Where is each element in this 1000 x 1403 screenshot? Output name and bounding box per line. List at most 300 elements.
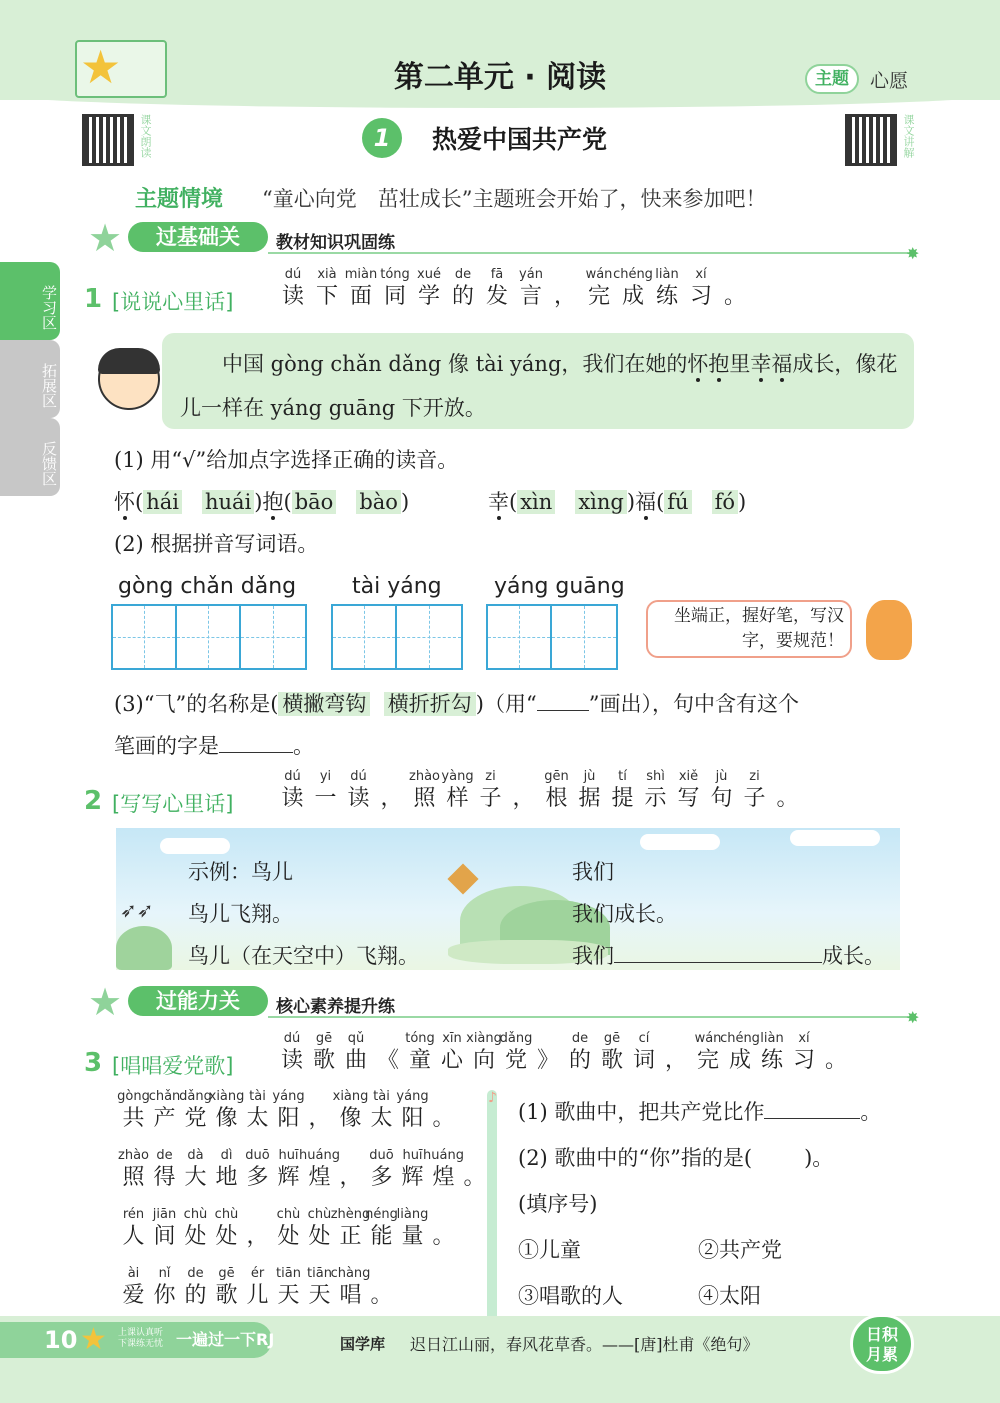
ruby-char xyxy=(788,1030,820,1075)
pinyin: zhèng xyxy=(330,1207,371,1222)
pinyin-choice[interactable]: hái xyxy=(143,490,182,514)
section-ability-header xyxy=(88,980,928,1027)
hanzi: 读 xyxy=(281,786,304,811)
ruby-char xyxy=(468,1030,500,1075)
hanzi: 处 xyxy=(215,1224,238,1249)
pinyin: de xyxy=(187,1266,204,1281)
pinyin: chù xyxy=(307,1207,332,1222)
writing-grid[interactable] xyxy=(111,604,307,670)
pinyin: tí xyxy=(618,769,627,784)
pinyin: xià xyxy=(317,267,337,282)
text-part: )（用“ xyxy=(475,692,537,716)
pinyin: yi xyxy=(319,769,332,784)
song-line xyxy=(118,1088,459,1133)
ruby-char xyxy=(118,1088,149,1133)
hanzi: 根 xyxy=(545,786,568,811)
pinyin: yáng xyxy=(272,1089,305,1104)
ruby-char xyxy=(412,266,446,311)
hanzi: 儿 xyxy=(246,1283,269,1308)
q3-instruction xyxy=(276,1030,852,1075)
side-tab-feedback[interactable]: 反馈区 xyxy=(0,418,60,496)
pinyin: huáng xyxy=(299,1148,340,1163)
pinyin: chù xyxy=(276,1207,301,1222)
option-char: 怀 xyxy=(114,490,135,514)
choice-item[interactable]: ①儿童 xyxy=(518,1238,581,1262)
ruby-char xyxy=(273,1088,304,1133)
pinyin: ér xyxy=(250,1266,265,1281)
section-subtitle: 教材知识巩固练 xyxy=(276,233,395,253)
ruby-char xyxy=(180,1206,211,1251)
ruby-char xyxy=(342,768,375,813)
song-line xyxy=(118,1147,490,1192)
hanzi: 量 xyxy=(401,1224,424,1249)
blank-line[interactable] xyxy=(219,752,293,753)
hanzi: 成 xyxy=(621,284,644,309)
hanzi: 歌 xyxy=(600,1048,623,1073)
hanzi: ， xyxy=(553,284,576,309)
pinyin: nǐ xyxy=(158,1266,171,1281)
ruby-char xyxy=(149,1206,180,1251)
pinyin: liàng xyxy=(396,1207,429,1222)
squirrel-mascot xyxy=(866,600,912,660)
side-tab-expand[interactable]: 拓展区 xyxy=(0,340,60,418)
dotted-char: 福 xyxy=(771,352,793,376)
pinyin: huī xyxy=(402,1148,423,1163)
pinyin: dú xyxy=(350,769,367,784)
question-tag: [写写心里话] xyxy=(112,792,234,816)
hanzi: 读 xyxy=(347,786,370,811)
ruby-char xyxy=(639,768,672,813)
hanzi: 曲 xyxy=(344,1048,367,1073)
pinyin: gēn xyxy=(544,769,569,784)
hanzi: 处 xyxy=(277,1224,300,1249)
pinyin: gē xyxy=(315,1031,333,1046)
flute-decoration xyxy=(487,1090,497,1324)
q1-sub3 xyxy=(114,688,799,718)
star-mascot-icon: ★ xyxy=(80,1322,107,1357)
pinyin: jiān xyxy=(152,1207,177,1222)
lesson-number: 1 xyxy=(362,118,402,158)
ruby-char xyxy=(718,266,752,311)
boy-hair xyxy=(98,348,160,374)
brand-slogan xyxy=(118,1328,163,1350)
scenario-label: 主题情境 xyxy=(135,187,224,212)
hanzi: ， xyxy=(246,1224,269,1249)
pinyin: dú xyxy=(284,267,302,282)
hanzi: 读 xyxy=(281,284,304,309)
hanzi: 言 xyxy=(519,284,542,309)
daily-badge xyxy=(850,1314,914,1374)
pinyin: xīn xyxy=(442,1031,462,1046)
pinyin: de xyxy=(454,267,472,282)
ruby-char xyxy=(756,1030,788,1075)
pinyin: tài xyxy=(249,1089,266,1104)
hanzi: 。 xyxy=(824,1048,847,1073)
option-char: 抱 xyxy=(262,490,284,514)
scenario-text: “童心向党 茁壮成长”主题班会开始了，快来参加吧！ xyxy=(262,187,767,211)
ruby-char xyxy=(446,266,480,311)
pinyin: de xyxy=(571,1031,589,1046)
section-subtitle: 核心素养提升练 xyxy=(276,997,395,1017)
hanzi: 习 xyxy=(689,284,712,309)
hanzi: 天 xyxy=(308,1283,331,1308)
pinyin: liàn xyxy=(655,267,679,282)
hanzi: 煌 xyxy=(308,1165,331,1190)
divider xyxy=(268,1016,908,1018)
brand-name: 一遍过一下RJ xyxy=(176,1330,275,1349)
ruby-char xyxy=(628,1030,660,1075)
ruby-char xyxy=(532,1030,564,1075)
pinyin: jù xyxy=(583,769,596,784)
hanzi: ， xyxy=(380,786,403,811)
ruby-char xyxy=(771,768,804,813)
hanzi: 学 xyxy=(417,284,440,309)
ruby-char xyxy=(310,266,344,311)
choice-item[interactable]: ②共产党 xyxy=(698,1238,782,1262)
hanzi: 完 xyxy=(696,1048,719,1073)
ruby-char xyxy=(309,768,342,813)
hanzi: 能 xyxy=(370,1224,393,1249)
ruby-char xyxy=(276,768,309,813)
page-number: 10 xyxy=(44,1326,78,1354)
hanzi: 《 xyxy=(376,1048,399,1073)
hanzi: 完 xyxy=(587,284,610,309)
ruby-char xyxy=(573,768,606,813)
theme-value: 心愿 xyxy=(870,70,909,92)
hanzi: 读 xyxy=(280,1048,303,1073)
pinyin: xiàng xyxy=(208,1089,245,1104)
section-title: 过基础关 xyxy=(128,222,268,252)
section-title: 过能力关 xyxy=(128,986,268,1016)
hanzi: 辉 xyxy=(277,1165,300,1190)
ruby-char xyxy=(211,1147,242,1192)
dotted-char: 抱 xyxy=(708,352,730,376)
qr-code-left[interactable] xyxy=(82,114,134,166)
pinyin: tài xyxy=(373,1089,390,1104)
we-line1: 我们 xyxy=(572,860,614,884)
ruby-char xyxy=(650,266,684,311)
we-line3 xyxy=(572,940,885,970)
pinyin: xiàng xyxy=(332,1089,369,1104)
hanzi: 一 xyxy=(314,786,337,811)
blank-line[interactable] xyxy=(537,710,589,711)
star-badge-icon: ★ xyxy=(88,980,123,1024)
ruby-char xyxy=(720,1030,760,1075)
song-line xyxy=(118,1206,459,1251)
grid-pinyin: tài yáng xyxy=(352,574,442,599)
ruby-char xyxy=(596,1030,628,1075)
pinyin-choice[interactable]: xìn xyxy=(517,490,555,514)
hanzi: 唱 xyxy=(339,1283,362,1308)
dotted-char: 幸 xyxy=(750,352,772,376)
qr-right-label: 课文讲解 xyxy=(902,114,915,158)
hanzi: 童 xyxy=(408,1048,431,1073)
text-part: 笔画的字是 xyxy=(114,734,219,758)
hanzi: 提 xyxy=(611,786,634,811)
hanzi: 多 xyxy=(370,1165,393,1190)
song-line xyxy=(118,1265,397,1310)
ruby-char xyxy=(332,1088,369,1133)
ruby-char xyxy=(441,768,474,813)
hanzi: 正 xyxy=(339,1224,362,1249)
ruby-char xyxy=(397,1206,428,1251)
ruby-char xyxy=(436,1030,468,1075)
option-group-huai: 怀( hái huái )抱( bāo bào ) xyxy=(114,490,410,514)
hanzi: 党 xyxy=(504,1048,527,1073)
option-group-xing: 幸( xìn xìng )福( fú fó ) xyxy=(488,490,747,514)
q3-sub2-note: (填序号) xyxy=(518,1192,598,1216)
pinyin: duō xyxy=(369,1148,394,1163)
unit-title: 第二单元 · 阅读 xyxy=(393,60,607,95)
hanzi: ， xyxy=(308,1106,331,1131)
ruby-char xyxy=(564,1030,596,1075)
pinyin: fā xyxy=(490,267,504,282)
choice-item[interactable]: ③唱歌的人 xyxy=(518,1284,623,1308)
pinyin: liàn xyxy=(760,1031,784,1046)
q3-sub1 xyxy=(518,1096,881,1126)
ruby-char xyxy=(408,768,441,813)
hanzi: 太 xyxy=(246,1106,269,1131)
hanzi: 地 xyxy=(215,1165,238,1190)
ruby-char xyxy=(423,1147,464,1192)
pinyin: rén xyxy=(122,1207,145,1222)
hanzi: 》 xyxy=(536,1048,559,1073)
option-char: 幸 xyxy=(488,490,509,514)
ruby-char xyxy=(273,1206,304,1251)
qr-left-label: 课文朗读 xyxy=(139,114,152,158)
lesson-title: 热爱中国共产党 xyxy=(432,125,608,154)
hanzi: 成 xyxy=(728,1048,751,1073)
ruby-char xyxy=(480,266,514,311)
hanzi: 练 xyxy=(760,1048,783,1073)
example-line3: 鸟儿（在天空中）飞翔。 xyxy=(188,944,419,968)
pinyin: xí xyxy=(695,267,707,282)
pinyin: chéng xyxy=(613,267,653,282)
ruby-char xyxy=(613,266,653,311)
star-dot-icon: ✸ xyxy=(906,1008,920,1027)
pinyin: dú xyxy=(284,769,301,784)
theme-tag: 主题 xyxy=(805,64,859,94)
blank-line[interactable] xyxy=(614,962,822,963)
pinyin-choice[interactable]: bāo xyxy=(292,490,337,514)
hanzi: 得 xyxy=(153,1165,176,1190)
dialogue-text xyxy=(180,342,905,430)
hanzi: 。 xyxy=(432,1106,455,1131)
ruby-char xyxy=(404,1030,436,1075)
pinyin: chàng xyxy=(330,1266,371,1281)
pinyin: gòng xyxy=(117,1089,150,1104)
pinyin: yáng xyxy=(396,1089,429,1104)
dialogue-part: 中国 gòng chǎn dǎng 像 tài yáng，我们在她的 xyxy=(222,352,688,376)
ruby-char xyxy=(180,1265,211,1310)
pinyin: zi xyxy=(485,769,496,784)
ruby-char xyxy=(118,1147,149,1192)
pinyin: gē xyxy=(603,1031,621,1046)
ruby-char xyxy=(180,1147,211,1192)
hanzi: 。 xyxy=(370,1283,393,1308)
pinyin-choice[interactable]: fú xyxy=(664,490,691,514)
pinyin: duō xyxy=(245,1148,270,1163)
pinyin: jù xyxy=(715,769,728,784)
hanzi: ， xyxy=(339,1165,362,1190)
ruby-char xyxy=(397,1088,428,1133)
q1-sub1: (1) 用“√”给加点字选择正确的读音。 xyxy=(114,448,459,472)
ruby-char xyxy=(242,1088,273,1133)
ruby-char xyxy=(242,1147,273,1192)
ruby-char xyxy=(428,1206,459,1251)
hanzi: 面 xyxy=(349,284,372,309)
pinyin: shì xyxy=(646,769,665,784)
pinyin: chéng xyxy=(720,1031,760,1046)
question-tag: [唱唱爱党歌] xyxy=(112,1054,234,1078)
ruby-char xyxy=(606,768,639,813)
pinyin: huī xyxy=(278,1148,299,1163)
pinyin: cí xyxy=(638,1031,650,1046)
writing-grid[interactable] xyxy=(331,604,463,670)
pinyin: tóng xyxy=(380,267,410,282)
pinyin-choice[interactable]: xìng xyxy=(575,490,627,514)
ruby-char xyxy=(149,1265,180,1310)
q1-sub2: (2) 根据拼音写词语。 xyxy=(114,532,319,556)
hanzi: 多 xyxy=(246,1165,269,1190)
pinyin-choice[interactable]: fó xyxy=(712,490,738,514)
hanzi: 共 xyxy=(122,1106,145,1131)
hanzi: 阳 xyxy=(277,1106,300,1131)
qr-code-right[interactable] xyxy=(845,114,897,166)
pinyin-choice[interactable]: huái xyxy=(202,490,254,514)
q1-sub3-cont xyxy=(114,730,314,760)
hanzi: 你 xyxy=(153,1283,176,1308)
hanzi: 照 xyxy=(122,1165,145,1190)
hanzi: 同 xyxy=(383,284,406,309)
ruby-char xyxy=(459,1147,490,1192)
badge-line: 日积 xyxy=(865,1325,898,1344)
pinyin: wán xyxy=(585,267,613,282)
pinyin: tiān xyxy=(276,1266,301,1281)
pinyin: xí xyxy=(798,1031,810,1046)
ruby-char xyxy=(428,1088,459,1133)
hanzi: 照 xyxy=(413,786,436,811)
ruby-char xyxy=(340,1030,372,1075)
q2-instruction xyxy=(276,768,804,813)
ruby-char xyxy=(738,768,771,813)
pinyin: chù xyxy=(183,1207,208,1222)
ruby-char xyxy=(375,768,408,813)
hanzi: 发 xyxy=(485,284,508,309)
pinyin: zhào xyxy=(118,1148,149,1163)
hanzi: 写 xyxy=(677,786,700,811)
hanzi: 。 xyxy=(723,284,746,309)
divider xyxy=(268,252,908,254)
pinyin: ài xyxy=(127,1266,140,1281)
pinyin: zhào xyxy=(409,769,440,784)
blank-line[interactable] xyxy=(764,1118,860,1119)
hanzi: 的 xyxy=(184,1283,207,1308)
question-tag: [说说心里话] xyxy=(112,290,234,314)
hanzi: 像 xyxy=(339,1106,362,1131)
stroke-option[interactable]: 横撇弯钩 xyxy=(278,692,370,716)
stroke-option[interactable]: 横折折勾 xyxy=(384,692,476,716)
hanzi: 向 xyxy=(472,1048,495,1073)
dotted-char: 怀 xyxy=(687,352,709,376)
hanzi: 爱 xyxy=(122,1283,145,1308)
question-number: 3 xyxy=(84,1048,103,1078)
hanzi: 。 xyxy=(776,786,799,811)
ruby-char xyxy=(276,266,310,311)
ruby-char xyxy=(211,1206,242,1251)
question-number: 2 xyxy=(84,786,103,816)
ruby-char xyxy=(540,768,573,813)
pinyin: dì xyxy=(220,1148,233,1163)
question-number: 1 xyxy=(84,284,103,314)
ruby-char xyxy=(118,1206,149,1251)
choice-item[interactable]: ④太阳 xyxy=(698,1284,761,1308)
ruby-char xyxy=(118,1265,149,1310)
ruby-char xyxy=(149,1088,180,1133)
ruby-char xyxy=(684,266,718,311)
star-badge-icon: ★ xyxy=(88,216,123,260)
hanzi: 子 xyxy=(743,786,766,811)
ruby-char xyxy=(208,1088,245,1133)
slogan-line: 上课认真听 xyxy=(118,1328,164,1338)
pinyin-choice[interactable]: bào xyxy=(356,490,401,514)
pinyin: miàn xyxy=(344,267,378,282)
hanzi: ， xyxy=(512,786,535,811)
writing-grid[interactable] xyxy=(486,604,618,670)
hanzi: ， xyxy=(664,1048,687,1073)
hanzi: 辉 xyxy=(401,1165,424,1190)
ruby-char xyxy=(242,1206,273,1251)
text-part: (3)“⺄”的名称是( xyxy=(114,692,279,716)
birds-icon: ➶➶ xyxy=(120,898,154,922)
willow-tree xyxy=(116,926,172,970)
ruby-char xyxy=(330,1206,371,1251)
hanzi: 阳 xyxy=(401,1106,424,1131)
pinyin: dà xyxy=(187,1148,204,1163)
hanzi: 示 xyxy=(644,786,667,811)
pinyin: dú xyxy=(283,1031,301,1046)
text-part: 我们 xyxy=(572,944,614,968)
pinyin: yán xyxy=(519,267,543,282)
hanzi: 。 xyxy=(463,1165,486,1190)
section-basic-header xyxy=(88,216,928,263)
pinyin: chǎn xyxy=(148,1089,181,1104)
pinyin: tiān xyxy=(307,1266,332,1281)
pinyin: dǎng xyxy=(499,1031,533,1046)
ruby-char xyxy=(372,1030,404,1075)
side-tab-study[interactable]: 学习区 xyxy=(0,262,60,340)
text-part: 。 xyxy=(293,734,314,758)
ruby-char xyxy=(344,266,378,311)
ruby-char xyxy=(330,1265,371,1310)
we-line2: 我们成长。 xyxy=(572,902,677,926)
hanzi: 练 xyxy=(655,284,678,309)
q1-instruction xyxy=(276,266,752,311)
hanzi: 歌 xyxy=(215,1283,238,1308)
text-part: )。 xyxy=(804,1146,834,1170)
hanzi: 。 xyxy=(432,1224,455,1249)
hanzi: 心 xyxy=(440,1048,463,1073)
ruby-char xyxy=(299,1147,340,1192)
grid-pinyin: yáng guāng xyxy=(494,574,625,599)
hanzi: 像 xyxy=(215,1106,238,1131)
text-part: (1) 歌曲中，把共产党比作 xyxy=(518,1100,765,1124)
ruby-char xyxy=(672,768,705,813)
dialogue-part: 里 xyxy=(729,352,751,376)
guoxue-quote: 迟日江山丽，春风花草香。——[唐]杜甫《绝句》 xyxy=(410,1335,759,1354)
ruby-char xyxy=(474,768,507,813)
ruby-char xyxy=(500,1030,532,1075)
